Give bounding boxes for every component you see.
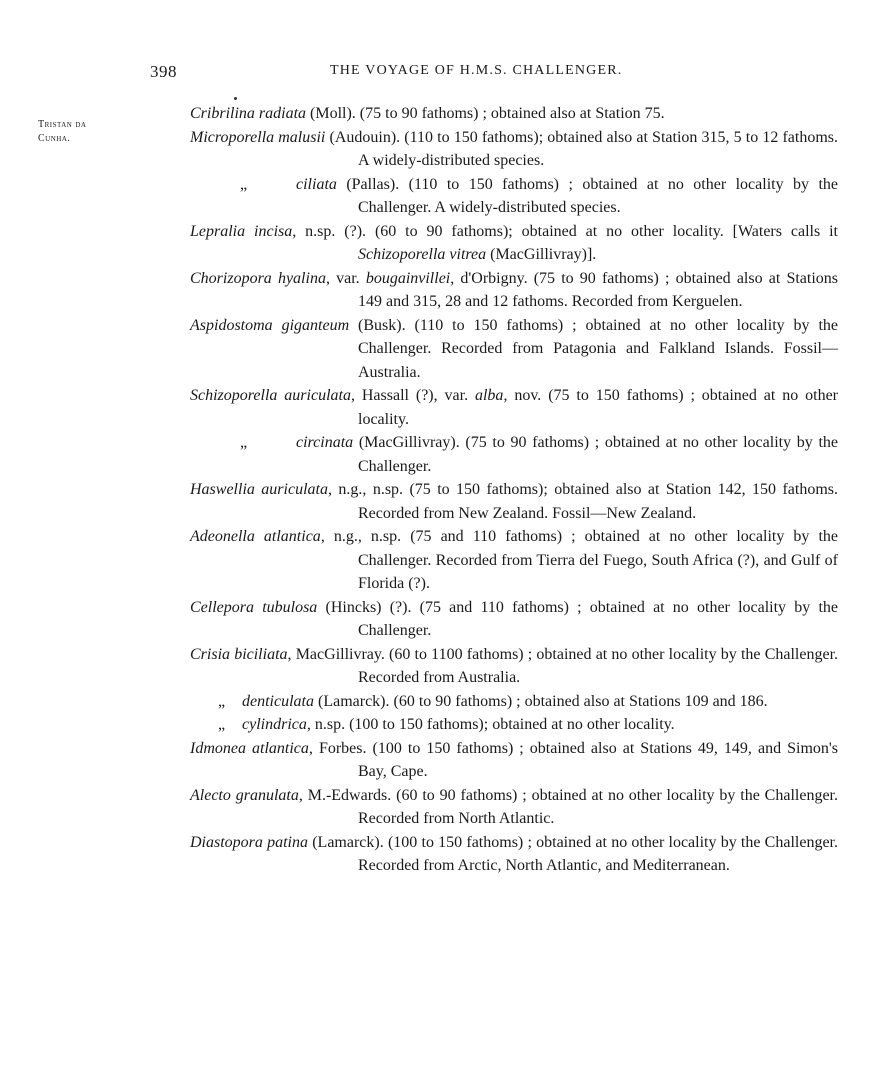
species-details: , M.-Edwards. (60 to 90 fathoms) ; obtained at no other locality by the Challenger. Recorded from North Atlantic. — [298, 786, 838, 827]
species-name-secondary: alba — [474, 387, 504, 404]
ditto-mark: „ — [218, 716, 226, 733]
species-details-secondary: , nov. (75 to 150 fathoms) ; obtained at no other locality. — [358, 387, 839, 428]
species-name: Crisia biciliata — [190, 645, 288, 663]
margin-note-line-1: Tristan da — [38, 119, 87, 130]
species-name: Cribrilina radiata — [190, 105, 307, 122]
species-details: , Forbes. (100 to 150 fathoms) ; obtained also at Stations 49, 149, and Simon's Bay, Cape. — [308, 739, 838, 780]
page-number: 398 — [150, 62, 177, 81]
species-name: Lepralia incisa — [190, 222, 293, 240]
species-details: , Hassall (?), var. — [350, 387, 475, 404]
ditto-mark: „ — [218, 692, 226, 710]
list-item — [0, 314, 838, 385]
page-header — [0, 62, 880, 86]
list-item — [0, 737, 838, 784]
ditto-mark: „ — [240, 175, 248, 193]
species-name: circinata — [296, 434, 354, 451]
list-item — [0, 267, 838, 314]
species-name-secondary: bougainvillei — [365, 269, 451, 287]
list-item — [0, 431, 838, 478]
running-title: THE VOYAGE OF H.M.S. CHALLENGER. — [330, 63, 623, 78]
species-name: Haswellia auriculata — [190, 481, 328, 498]
species-details: (Moll). (75 to 90 fathoms) ; obtained also at Station 75. — [306, 105, 665, 122]
list-item — [0, 173, 838, 220]
species-details: , n.g., n.sp. (75 and 110 fathoms) ; obtained at no other locality by the Challenger. Recorded from Tierra del Fuego, South Africa (?), and Gulf of Florida (?). — [320, 528, 839, 592]
list-item — [0, 102, 838, 126]
species-name: Adeonella atlantica — [190, 528, 321, 545]
species-name: Alecto granulata — [190, 786, 299, 804]
species-details: , n.sp. (100 to 150 fathoms); obtained at no other locality. — [306, 716, 675, 733]
species-details: (Hincks) (?). (75 and 110 fathoms) ; obtained at no other locality by the Challenger. — [317, 598, 838, 639]
species-details-secondary: (MacGillivray)]. — [486, 246, 597, 263]
species-name: Aspidostoma giganteum — [190, 316, 350, 334]
species-details: , MacGillivray. (60 to 1100 fathoms) ; obtained at no other locality by the Challenger. Recorded from Australia. — [287, 645, 839, 686]
species-details: (Lamarck). (60 to 90 fathoms) ; obtained also at Stations 109 and 186. — [313, 692, 768, 710]
species-details: (Lamarck). (100 to 150 fathoms) ; obtained at no other locality by the Challenger. Recorded from Arctic, North Atlantic, and Mediterranean. — [308, 833, 838, 874]
species-name: Cellepora tubulosa — [190, 598, 318, 616]
list-item — [0, 690, 838, 714]
species-details: (Pallas). (110 to 150 fathoms) ; obtained at no other locality by the Challenger. A widely-distributed species. — [336, 175, 838, 216]
species-details: , var. — [325, 269, 366, 287]
species-details: (Busk). (110 to 150 fathoms) ; obtained at no other locality by the Challenger. Recorded from Patagonia and Falkland Islands. Fossil—Australia. — [349, 316, 838, 381]
species-name: Microporella malusii — [190, 128, 326, 146]
species-name: Diastopora patina — [190, 833, 309, 851]
list-item — [0, 713, 838, 737]
species-details-secondary: , d'Orbigny. (75 to 90 fathoms) ; obtained also at Stations 149 and 315, 28 and 12 fathoms. Recorded from Kerguelen. — [358, 269, 839, 310]
species-name: cylindrica — [242, 716, 307, 733]
species-name: Schizoporella auriculata — [190, 387, 351, 404]
species-name: Idmonea atlantica — [190, 739, 309, 757]
species-details: (Audouin). (110 to 150 fathoms); obtained also at Station 315, 5 to 12 fathoms. A widely-distributed species. — [325, 128, 838, 169]
species-list — [0, 102, 880, 878]
list-item — [0, 643, 838, 690]
list-item — [0, 596, 838, 643]
species-name: ciliata — [296, 175, 337, 193]
species-name: Chorizopora hyalina — [190, 269, 326, 287]
list-item — [0, 831, 838, 878]
list-item — [0, 478, 838, 525]
species-name: denticulata — [242, 692, 314, 710]
margin-note-line-2: Cunha. — [38, 133, 71, 144]
list-item — [0, 525, 838, 596]
list-item — [0, 220, 838, 267]
list-item — [0, 384, 838, 431]
species-details: , n.sp. (?). (60 to 90 fathoms); obtained at no other locality. [Waters calls it — [292, 222, 838, 240]
list-item — [0, 784, 838, 831]
species-name-secondary: Schizoporella vitrea — [358, 246, 487, 263]
list-item — [0, 126, 838, 173]
print-speck — [234, 97, 237, 100]
species-details: (MacGillivray). (75 to 90 fathoms) ; obtained at no other locality by the Challenger. — [353, 434, 838, 475]
species-details: , n.g., n.sp. (75 to 150 fathoms); obtained also at Station 142, 150 fathoms. Recorded from New Zealand. Fossil—New Zealand. — [327, 481, 838, 522]
ditto-mark: „ — [240, 434, 248, 451]
